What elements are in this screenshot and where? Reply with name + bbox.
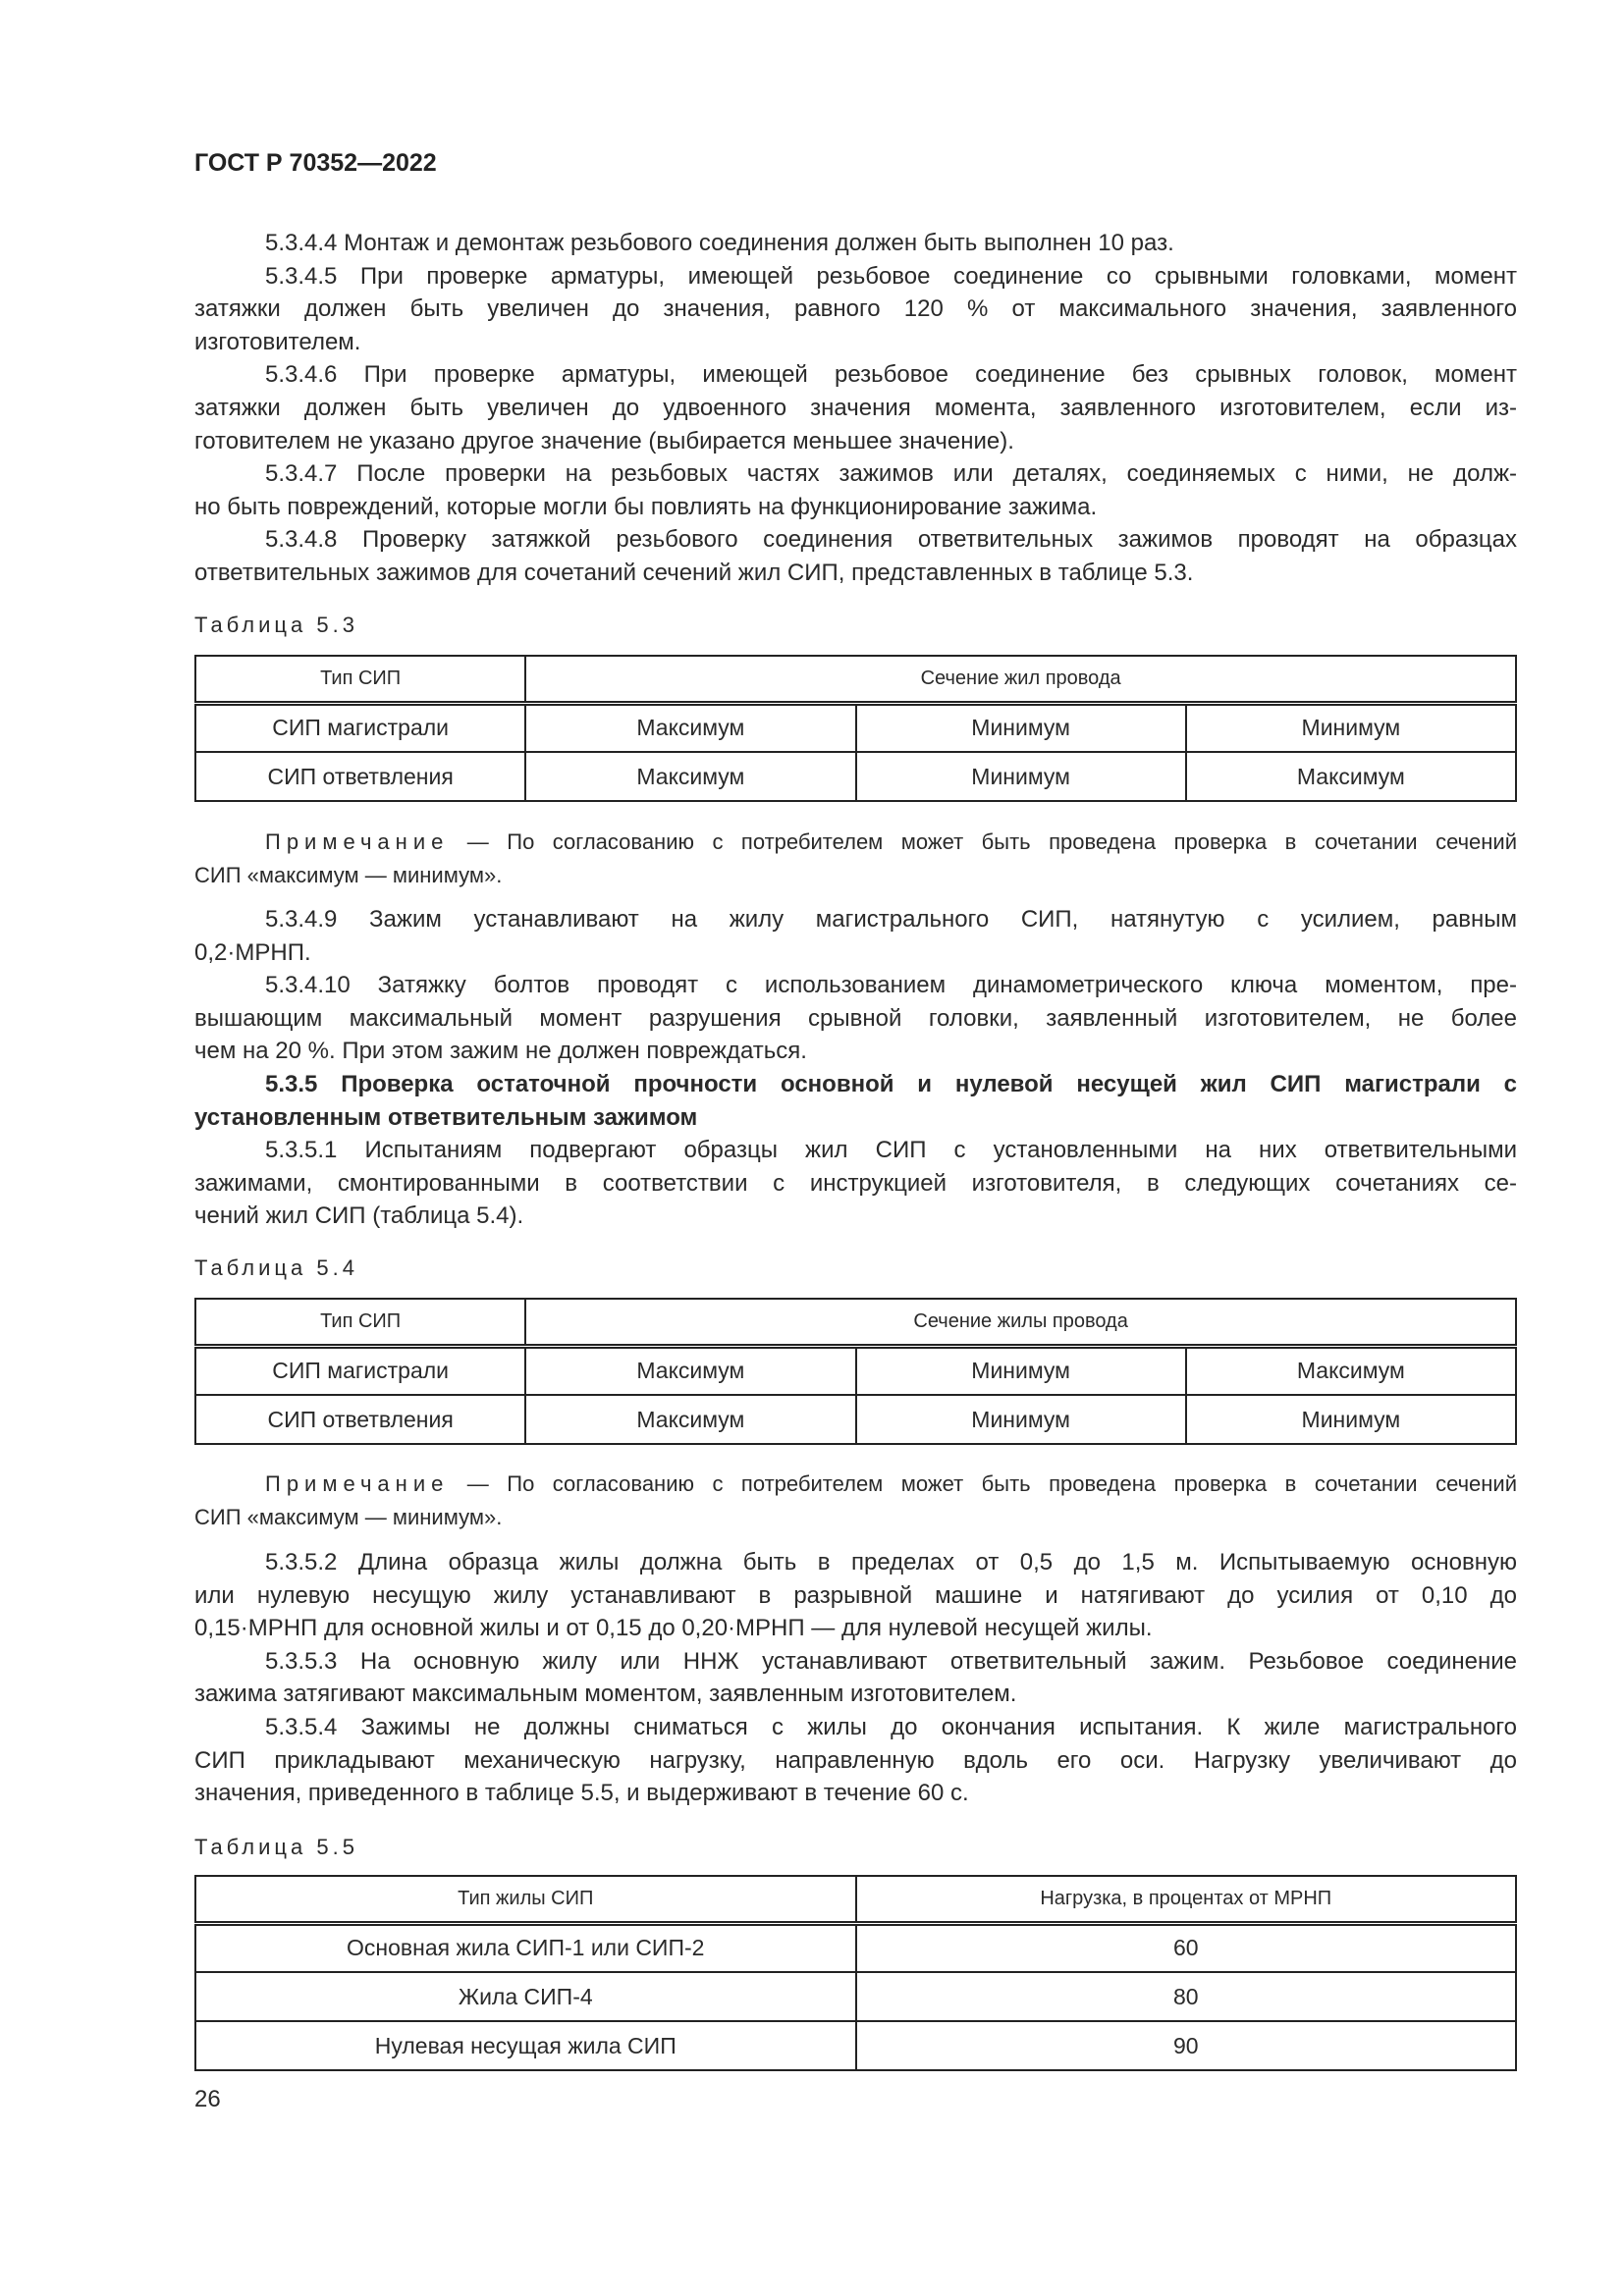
table-row xyxy=(195,703,1516,752)
text-line: 5.3.4.9 Зажим устанавливают на жилу магистрального СИП, натянутую с усилием, равным xyxy=(265,906,1517,933)
column-header: Нагрузка, в процентах от МРНП xyxy=(856,1876,1517,1923)
text-line: готовителем не указано другое значение (выбирается меньшее значение). xyxy=(194,427,1014,454)
paragraph xyxy=(194,1711,1517,1810)
table-5-5 xyxy=(194,1875,1517,2071)
paragraph xyxy=(194,227,1517,260)
table-row xyxy=(195,1346,1516,1395)
text-line: 0,15·МРНП для основной жилы и от 0,15 до 0,20·МРНП — для нулевой несущей жилы. xyxy=(194,1615,1153,1642)
table-cell: 90 xyxy=(856,2021,1517,2070)
column-header: Тип жилы СИП xyxy=(195,1876,856,1923)
caption-number: 5.3 xyxy=(316,613,358,637)
text-line: вышающим максимальный момент разрушения срывной головки, заявленный изготовителем, не более xyxy=(194,1004,1517,1032)
column-header: Тип СИП xyxy=(195,1299,525,1346)
paragraph xyxy=(194,903,1517,969)
page-number: 26 xyxy=(194,2086,221,2112)
text-block-1 xyxy=(194,227,1517,590)
caption-number: 5.5 xyxy=(316,1835,358,1859)
text-line: 5.3.5 Проверка остаточной прочности основной и нулевой несущей жил СИП магистрали с xyxy=(265,1070,1517,1097)
text-line: установленным ответвительным зажимом xyxy=(194,1103,698,1131)
table-row xyxy=(195,752,1516,801)
table-5-4 xyxy=(194,1298,1517,1445)
paragraph xyxy=(194,1645,1517,1711)
paragraph xyxy=(194,457,1517,523)
text-line: 5.3.4.4 Монтаж и демонтаж резьбового соединения должен быть выполнен 10 раз. xyxy=(265,230,1174,256)
table-cell: Основная жила СИП-1 или СИП-2 xyxy=(195,1923,856,1972)
table-cell: 80 xyxy=(856,1972,1517,2021)
text-block-2 xyxy=(194,903,1517,1233)
table-cell: Максимум xyxy=(525,1346,855,1395)
table-cell: Минимум xyxy=(856,703,1186,752)
table-cell: Минимум xyxy=(856,752,1186,801)
table-cell: Жила СИП-4 xyxy=(195,1972,856,2021)
text-line: чений жил СИП (таблица 5.4). xyxy=(194,1202,524,1230)
table-cell: Нулевая несущая жила СИП xyxy=(195,2021,856,2070)
text-line: зажимами, смонтированными в соответствии с инструкцией изготовителя, в следующих сочетаниях се- xyxy=(194,1169,1517,1197)
table-cell: Минимум xyxy=(1186,1395,1516,1444)
text-line: затяжки должен быть увеличен до значения, равного 120 % от максимального значения, заявленного xyxy=(194,295,1517,323)
table-cell: СИП магистрали xyxy=(195,703,525,752)
text-line: 5.3.5.2 Длина образца жилы должна быть в пределах от 0,5 до 1,5 м. Испытываемую основную xyxy=(265,1549,1517,1575)
note-text-2: СИП «максимум — минимум». xyxy=(194,1504,503,1529)
paragraph xyxy=(194,260,1517,359)
text-line: 5.3.4.10 Затяжку болтов проводят с использованием динамометрического ключа моментом, пре- xyxy=(265,972,1517,999)
text-line: 5.3.5.4 Зажимы не должны сниматься с жилы до окончания испытания. К жиле магистрального xyxy=(265,1713,1517,1740)
table-5-3-caption xyxy=(194,613,1517,638)
text-line: 5.3.4.7 После проверки на резьбовых частях зажимов или деталях, соединяемых с ними, не долж- xyxy=(265,460,1517,488)
column-header: Тип СИП xyxy=(195,656,525,703)
text-block-3 xyxy=(194,1546,1517,1810)
text-line: 5.3.5.3 На основную жилу или ННЖ устанавливают ответвительный зажим. Резьбовое соединение xyxy=(265,1647,1517,1675)
table-cell: СИП ответвления xyxy=(195,752,525,801)
table-cell: Минимум xyxy=(1186,703,1516,752)
caption-number: 5.4 xyxy=(316,1255,358,1280)
table-5-5-caption xyxy=(194,1835,1517,1860)
text-line: чем на 20 %. При этом зажим не должен повреждаться. xyxy=(194,1038,807,1065)
text-line: затяжки должен быть увеличен до удвоенного значения момента, заявленного изготовителем, если из- xyxy=(194,394,1517,421)
text-line: зажима затягивают максимальным моментом, заявленным изготовителем. xyxy=(194,1681,1017,1708)
text-line: 5.3.4.8 Проверку затяжкой резьбового соединения ответвительных зажимов проводят на образцах xyxy=(265,526,1517,554)
text-line: но быть повреждений, которые могли бы повлиять на функционирование зажима. xyxy=(194,493,1098,520)
caption-word: Таблица xyxy=(194,1255,307,1280)
text-line: 0,2·МРНП. xyxy=(194,938,311,966)
note-2 xyxy=(194,1468,1517,1533)
paragraph xyxy=(194,523,1517,589)
table-cell: СИП ответвления xyxy=(195,1395,525,1444)
text-line: 5.3.5.1 Испытаниям подвергают образцы жил СИП с установленными на них ответвительными xyxy=(265,1137,1517,1164)
text-line: ответвительных зажимов для сочетаний сечений жил СИП, представленных в таблице 5.3. xyxy=(194,559,1194,586)
table-row xyxy=(195,1923,1516,1972)
column-header: Сечение жил провода xyxy=(525,656,1516,703)
text-line: или нулевую несущую жилу устанавливают в разрывной машине и натягивают до усилия от 0,10 до xyxy=(194,1581,1517,1609)
table-row xyxy=(195,1972,1516,2021)
paragraph xyxy=(194,1546,1517,1645)
section-heading xyxy=(194,1068,1517,1134)
text-line: изготовителем. xyxy=(194,328,361,355)
table-cell: СИП магистрали xyxy=(195,1346,525,1395)
table-cell: 60 xyxy=(856,1923,1517,1972)
note-label: Примечание xyxy=(265,1471,450,1496)
note-label: Примечание xyxy=(265,829,450,854)
text-line: 5.3.4.6 При проверке арматуры, имеющей резьбовое соединение без срывных головок, момент xyxy=(265,361,1517,389)
text-line: СИП прикладывают механическую нагрузку, направленную вдоль его оси. Нагрузку увеличивают до xyxy=(194,1746,1517,1774)
column-header: Сечение жилы провода xyxy=(525,1299,1516,1346)
table-cell: Максимум xyxy=(525,703,855,752)
table-cell: Максимум xyxy=(525,1395,855,1444)
table-row xyxy=(195,2021,1516,2070)
table-cell: Минимум xyxy=(856,1395,1186,1444)
note-text: — По согласованию с потребителем может быть проведена проверка в сочетании сечений xyxy=(449,829,1517,854)
note-1 xyxy=(194,826,1517,891)
table-row xyxy=(195,1395,1516,1444)
note-text-2: СИП «максимум — минимум». xyxy=(194,862,503,887)
table-cell: Максимум xyxy=(1186,752,1516,801)
table-5-4-caption xyxy=(194,1255,1517,1281)
text-line: значения, приведенного в таблице 5.5, и выдерживают в течение 60 с. xyxy=(194,1780,969,1807)
document-title: ГОСТ Р 70352—2022 xyxy=(194,149,437,177)
text-line: 5.3.4.5 При проверке арматуры, имеющей резьбовое соединение со срывными головками, момент xyxy=(265,262,1517,290)
paragraph xyxy=(194,969,1517,1068)
note-text: — По согласованию с потребителем может быть проведена проверка в сочетании сечений xyxy=(449,1471,1517,1496)
paragraph xyxy=(194,1134,1517,1233)
table-cell: Максимум xyxy=(1186,1346,1516,1395)
caption-word: Таблица xyxy=(194,1835,307,1859)
table-5-3 xyxy=(194,655,1517,802)
table-cell: Максимум xyxy=(525,752,855,801)
caption-word: Таблица xyxy=(194,613,307,637)
table-cell: Минимум xyxy=(856,1346,1186,1395)
paragraph xyxy=(194,358,1517,457)
